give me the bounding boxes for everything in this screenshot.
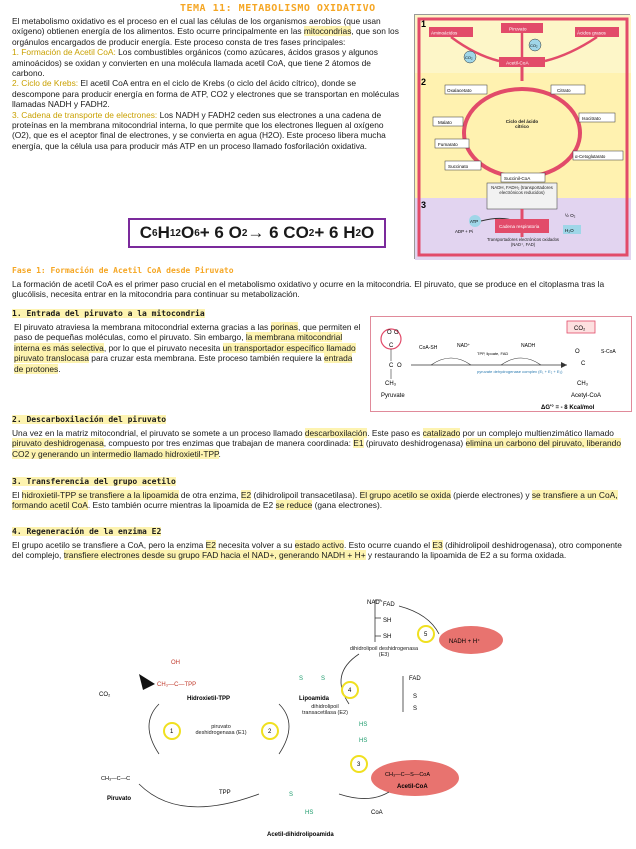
pyruvate-reaction-figure — [370, 316, 632, 412]
oxidized-carriers-label: Transportadores electrónicos oxidados (NAD⁺, FAD) — [486, 237, 559, 247]
aminoacids-label: Aminoácidos — [431, 30, 458, 36]
malate-label: Malato — [438, 120, 452, 125]
section1-heading — [12, 309, 205, 318]
co2-product: CO₂ — [574, 326, 586, 332]
svg-text:O: O — [394, 330, 399, 336]
tpp-label: TPP — [219, 790, 231, 796]
svg-text:NAD⁺: NAD⁺ — [367, 600, 383, 606]
fad-mid: FAD — [409, 676, 421, 682]
lipoamide-label: Lipoamida — [299, 696, 330, 702]
overview-svg — [415, 15, 631, 260]
page-title: TEMA 11: METABOLISMO OXIDATIVO — [180, 3, 376, 14]
step-2-badge: 2 — [268, 729, 272, 735]
svg-text:CH₃: CH₃ — [577, 381, 589, 387]
pyruvate-name: Pyruvate — [381, 393, 405, 399]
aketoglutarate-label: α-Cetoglutarato — [575, 154, 606, 159]
acetylcoa-label: Acetil-CoA — [506, 61, 529, 67]
oxaloacetate-label: Oxalacetato — [447, 88, 472, 93]
metabolism-overview-figure — [414, 14, 630, 259]
acetylcoa-name: Acetyl-CoA — [571, 393, 602, 399]
isocitrate-label: Isocitrato — [582, 116, 601, 121]
section4-heading — [12, 527, 161, 536]
step-1-badge: 1 — [170, 729, 174, 735]
svg-text:S: S — [413, 694, 418, 700]
cofactors-label: TPP, lipoate, FAD — [477, 351, 509, 356]
stage-3-number: 3 — [421, 200, 427, 210]
co2-released: CO₂ — [99, 692, 111, 698]
nadh-carrier-label: NADH, FADH₂ (transportadores electrónicos reducidos) — [491, 185, 553, 195]
intro-text: El metabolismo oxidativo es el proceso en el cual las células de los organismos aerobios (que usan oxígeno) obtienen energía de los alimentos. Esto ocurre principalmente en las — [12, 16, 381, 37]
svg-text:S: S — [299, 676, 304, 682]
svg-text:C: C — [581, 361, 586, 367]
section4-title: 4. Regeneración de la enzima E2 — [12, 527, 162, 536]
section3-paragraph: El hidroxietil-TPP se transfiere a la lipoamida de otra enzima, E2 (dihidrolipoil transacetilasa). El grupo acetilo se oxida (pierde electrones) y se transfiere a un CoA, formando acetil CoA. Esto también ocurre mientras la lipoamida de E2 se reduce (gana electrones). — [12, 490, 618, 511]
fattyacids-label: Ácidos grasos — [577, 30, 606, 36]
svg-text:HS: HS — [305, 810, 314, 816]
pyruvate-formula: CH₃—C—C — [101, 776, 131, 782]
item-1-label: 1. Formación de Acetil CoA: — [12, 47, 116, 58]
e1-label: piruvato deshidrogenasa (E1) — [195, 724, 247, 736]
section3-heading — [12, 477, 176, 486]
atp-bubble: ATP — [470, 219, 479, 224]
hydroxyethyl-label: Hidroxietil-TPP — [187, 696, 231, 702]
fad-top: FAD — [383, 602, 395, 608]
svg-text:O: O — [387, 330, 392, 336]
step-4-badge: 4 — [348, 688, 352, 694]
step-5-badge: 5 — [424, 632, 428, 638]
stage-2-number: 2 — [421, 77, 427, 87]
enzyme-complex-label: pyruvate dehydrogenase complex (E₁ + E₂ + E₃) — [477, 369, 563, 374]
cycle-label: Ciclo del ácido cítrico — [505, 119, 539, 129]
stage-1-number: 1 — [421, 19, 427, 29]
svg-text:OH: OH — [171, 660, 180, 666]
adp-label: ADP + Pi — [455, 229, 473, 234]
svg-text:S: S — [413, 706, 418, 712]
svg-text:S: S — [321, 676, 326, 682]
item-1-text: Los combustibles orgánicos (como azúcares, ácidos grasos y algunos aminoácidos) se oxidan y convierten en una molécula llamada acetil CoA, que tiene 2 átomos de carbono. — [12, 47, 378, 79]
nadh-product-label: NADH — [521, 343, 536, 349]
phase1-heading: Fase 1: Formación de Acetil CoA desde Piruvato — [12, 266, 234, 275]
item-3-label: 3. Cadena de transporte de electrones: — [12, 109, 158, 120]
section2-paragraph: Una vez en la matriz mitocondrial, el piruvato se somete a un proceso llamado descarboxilación. Este paso es catalizado por un complejo multienzimático llamado piruvato deshidrogenasa, compuesto por tres enzimas que trabajan de manera coordinada: E1 (piruvato deshidrogenasa) elimina un carbono del piruvato, liberando CO2 y generando un intermedio llamado hidroxietil-TPP. — [12, 428, 622, 459]
pdh-mechanism-figure — [99, 594, 509, 844]
glucose-equation: C 6 H 12 O 6 + 6 O 2 → 6 CO 2 + 6 H 2 O — [128, 218, 386, 248]
svg-text:SH: SH — [383, 634, 392, 640]
svg-text:CH₃: CH₃ — [385, 381, 397, 387]
e3-label: dihidrolipoil deshidrogenasa (E3) — [349, 646, 419, 658]
nad-label: NAD⁺ — [457, 343, 471, 349]
nadh-product: NADH + H⁺ — [449, 639, 481, 645]
fumarate-label: Fumarato — [438, 142, 458, 147]
succinylcoa-label: Succinil-CoA — [504, 176, 531, 181]
intro-paragraph — [12, 16, 404, 151]
svg-text:O: O — [397, 363, 402, 369]
section1-paragraph: El piruvato atraviesa la membrana mitocondrial externa gracias a las porinas, que permiten el paso de pequeñas moléculas, como el piruvato. Sin embargo, la membrana mitocondrial interna es más selectiva, por lo que el piruvato necesita un transportador específico llamado piruvato translocasa para cruzar esta membrana. Este proceso también requiere la entrada de protones. — [14, 322, 361, 374]
acetyl-dihydrolipoamide-label: Acetil-dihidrolipoamida — [267, 832, 334, 838]
svg-text:HS: HS — [359, 722, 368, 728]
svg-text:HS: HS — [359, 738, 368, 744]
citrate-label: Citrato — [557, 88, 571, 93]
o2-label: ½ O₂ — [565, 213, 576, 218]
co2-bubble-b: CO₂ — [530, 43, 538, 48]
item-2-label: 2. Ciclo de Krebs: — [12, 78, 79, 89]
section2-heading — [12, 415, 166, 424]
section2-title: 2. Descarboxilación del piruvato — [12, 415, 167, 424]
hydroxyethyl-formula: CH₃—C—TPP — [157, 682, 197, 688]
coa-label: CoA — [371, 810, 383, 816]
svg-text:C: C — [389, 343, 394, 349]
svg-text:S: S — [289, 792, 294, 798]
svg-text:SH: SH — [383, 618, 392, 624]
acetylcoa-formula: CH₃—C—S—CoA — [385, 772, 431, 778]
intro-text-end: , que son los orgánulos encargados de producir energía. Este proceso consta de tres fases principales: — [12, 26, 399, 47]
respiratory-chain-label: Cadena respiratoria — [499, 224, 540, 229]
item-3-text: Los NADH y FADH2 ceden sus electrones a una cadena de proteínas en la membrana mitocondrial interna, lo que permite que los electrones lleguen al oxígeno (O2), que es el aceptor final de electrones, y se convierta en agua (H2O). Este proceso libera mucha energía, que la célula usa para producir más ATP en un proceso llamado fosforilación oxidativa. — [12, 109, 386, 151]
succinate-label: Succinato — [448, 164, 469, 169]
section1-title: 1. Entrada del piruvato a la mitocondria — [12, 309, 205, 318]
pyruvate-substrate: Piruvato — [107, 796, 132, 802]
svg-text:C: C — [389, 363, 394, 369]
acetylcoa-product: Acetil-CoA — [397, 784, 428, 790]
water-label: H₂O — [565, 228, 574, 233]
intro-highlight: mitocondrias — [303, 26, 352, 37]
reaction-svg — [371, 317, 633, 413]
mechanism-svg — [99, 594, 509, 844]
item-2-text: El acetil CoA entra en el ciclo de Krebs (o ciclo del ácido cítrico), donde se descompone para producir energía en forma de ATP, CO2 y electrones que se transportan en moléculas llamadas NADH y FADH2. — [12, 78, 400, 110]
section4-paragraph: El grupo acetilo se transfiere a CoA, pero la enzima E2 necesita volver a su estado activo. Esto ocurre cuando el E3 (dihidrolipoil deshidrogenasa), otro componente del complejo, transfiere electrones desde su grupo FAD hacia el NAD+, generando NADH + H+ y restaurando la lipoamida de E2 a su forma oxidada. — [12, 540, 622, 561]
section3-title: 3. Transferencia del grupo acetilo — [12, 477, 176, 486]
phase1-intro: La formación de acetil CoA es el primer paso crucial en el metabolismo oxidativo y ocurre en la mitocondria. El piruvato, que se produce en el citoplasma tras la glucólisis, necesita entrar en la mitocondria para continuar su metabolización. — [12, 279, 605, 300]
delta-g-label: ΔG'° = - 8 Kcal/mol — [541, 405, 595, 411]
pyruvate-label: Piruvato — [509, 27, 527, 33]
step-3-badge: 3 — [357, 762, 361, 768]
co2-bubble-a: CO₂ — [465, 55, 473, 60]
coash-label: CoA-SH — [419, 345, 438, 351]
e2-label: dihidrolipoil transacetilasa (E2) — [302, 704, 348, 716]
svg-text:S-CoA: S-CoA — [601, 349, 616, 355]
svg-text:O: O — [575, 349, 580, 355]
